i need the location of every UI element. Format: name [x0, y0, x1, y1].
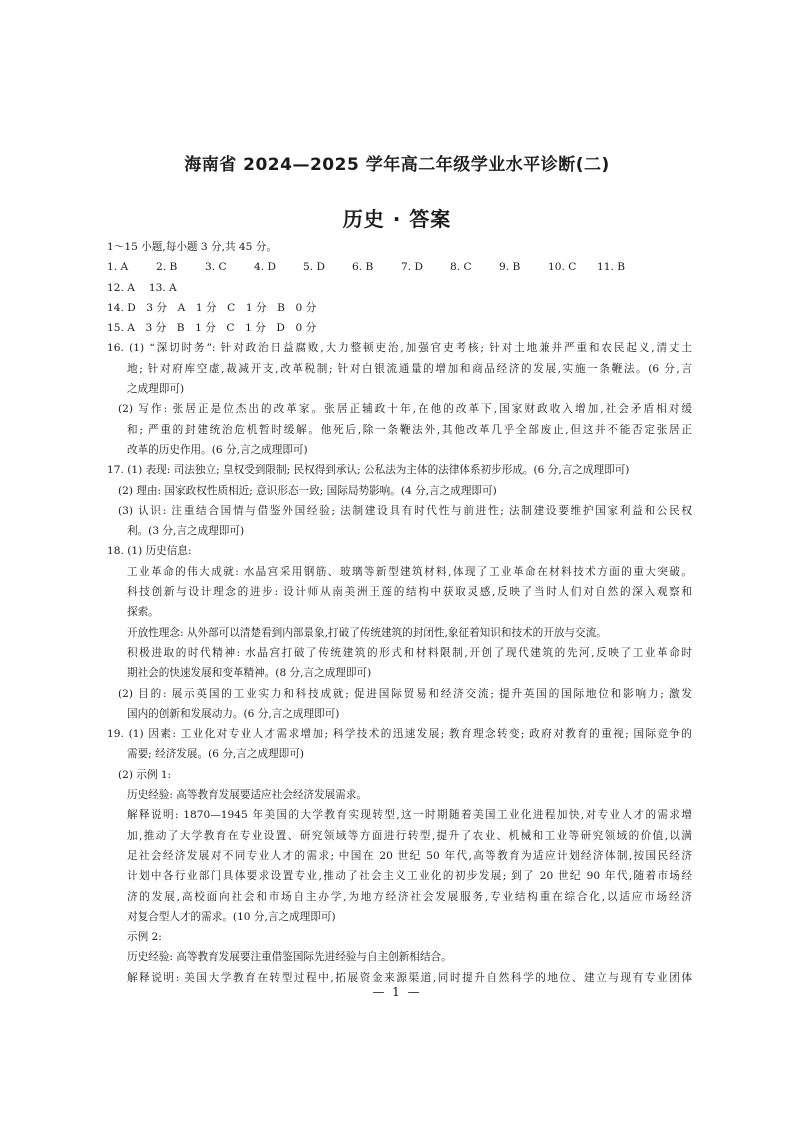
page-number: — 1 —: [372, 985, 422, 999]
answer-line: (2) 写作: 张居正是位杰出的改革家。张居正辅政十年,在他的改革下,国家财政收入增加,社会矛盾相对缓: [118, 403, 692, 416]
answer-line: 加,推动了大学教育在专业设置、研究领域等方面进行转型,提升了农业、机械和工业等研究领域的价值,以满: [127, 829, 692, 842]
answer-line: 期社会的快速发展和变革精神。(8 分,言之成理即可): [127, 667, 372, 680]
mc-answer: 7. D: [401, 261, 423, 274]
answer-line: (3) 认识: 注重结合国情与借鉴外国经验; 法制建设具有时代性与前进性; 法制建设要维护国家利益和公民权: [118, 504, 692, 517]
answer-line: 探索。: [127, 606, 159, 619]
answer-line: 济的发展,高校面向社会和市场自主办学,为地方经济社会发展服务,专业结构重在综合化,以适应市场经济: [127, 890, 692, 903]
mc-answer: 5. D: [303, 261, 325, 274]
mc-answer: 9. B: [499, 261, 521, 274]
answer-line: 改革的历史作用。(6 分,言之成理即可): [127, 443, 308, 456]
mc-answer: 1. A: [107, 261, 129, 274]
answer-line: (2) 目的: 展示英国的工业实力和科技成就; 促进国际贸易和经济交流; 提升英国的国际地位和影响力; 激发: [118, 687, 692, 700]
mc-answer: 11. B: [597, 261, 625, 274]
section-intro: 1～15 小题,每小题 3 分,共 45 分。: [107, 241, 277, 253]
answer-line: 解释说明: 美国大学教育在转型过程中,拓展资金来源渠道,同时提升自然科学的地位、建立与现有专业团体: [127, 971, 692, 984]
answer-line: 17. (1) 表现: 司法独立; 皇权受到限制; 民权得到承认; 公私法为主体的法律体系初步形成。(6 分,言之成理即可): [107, 464, 630, 477]
answer-line: 利。(3 分,言之成理即可): [127, 525, 245, 538]
mc-answer: 4. D: [254, 261, 276, 274]
answer-line: 16. (1) “深切时务”: 针对政治日益腐败,大力整顿吏治,加强官吏考核; 针对土地兼并严重和农民起义,清丈土: [107, 342, 692, 355]
mc-scoring-line: 14. D 3 分 A 1 分 C 1 分 B 0 分: [107, 301, 317, 314]
mc-answer: 8. C: [450, 261, 472, 274]
answer-line: 和; 严重的封建统治危机暂时缓解。他死后,除一条鞭法外,其他改革几乎全部废止,但这并不能否定张居正: [127, 423, 692, 436]
answer-line: 历史经验: 高等教育发展要注重借鉴国际先进经验与自主创新相结合。: [127, 951, 452, 964]
page-subtitle: 历史 · 答案: [342, 207, 452, 231]
answer-line: 工业革命的伟大成就: 水晶宫采用钢筋、玻璃等新型建筑材料,体现了工业革命在材料技术方面的重大突破。: [127, 565, 692, 578]
mc-answer: 6. B: [352, 261, 374, 274]
answer-line: 解释说明: 1870—1945 年美国的大学教育实现转型,这一时期随着美国工业化进程加快,对专业人才的需求增: [127, 809, 692, 822]
mc-scoring-line: 15. A 3 分 B 1 分 C 1 分 D 0 分: [107, 322, 317, 335]
answer-line: 地; 针对府库空虚,裁减开支,改革税制; 针对白银流通量的增加和商品经济的发展,实施一条鞭法。(6 分,言: [127, 362, 692, 375]
mc-answer: 10. C: [548, 261, 577, 274]
answer-line: 18. (1) 历史信息:: [107, 545, 192, 558]
answer-line: 足社会经济发展对不同专业人才的需求; 中国在 20 世纪 50 年代,高等教育为适应计划经济体制,按国民经济: [127, 849, 692, 862]
answer-line: 科技创新与设计理念的进步: 设计师从南美洲王莲的结构中获取灵感,反映了当时人们对自然的深入观察和: [127, 586, 692, 599]
answer-body: [107, 237, 692, 988]
answer-line: 国内的创新和发展动力。(6 分,言之成理即可): [127, 707, 340, 720]
answer-line: 计划中各行业部门具体要求设置专业,推动了社会主义工业化的初步发展; 到了 20 世纪 90 年代,随着市场经: [127, 870, 692, 883]
answer-line: 示例 2:: [127, 931, 162, 944]
answer-line: (2) 理由: 国家政权性质相近; 意识形态一致; 国际局势影响。(4 分,言之成理即可): [118, 484, 497, 497]
mc-answer: 3. C: [205, 261, 227, 274]
mc-answer-row: [107, 257, 692, 277]
answer-line: 开放性理念: 从外部可以清楚看到内部景象,打破了传统建筑的封闭性,象征着知识和技术的开放与交流。: [127, 626, 607, 639]
mc-answer-line: 12. A 13. A: [107, 281, 177, 294]
answer-line: 积极进取的时代精神: 水晶宫打破了传统建筑的形式和材料限制,开创了现代建筑的先河,反映了工业革命时: [127, 646, 692, 659]
answer-line: (2) 示例 1:: [118, 768, 172, 781]
answer-line: 对复合型人才的需求。(10 分,言之成理即可): [127, 910, 336, 923]
answer-line: 之成理即可): [127, 383, 185, 396]
answer-line: 历史经验: 高等教育发展要适应社会经济发展需求。: [127, 789, 367, 802]
answer-line: 19. (1) 因素: 工业化对专业人才需求增加; 科学技术的迅速发展; 教育理念转变; 政府对教育的重视; 国际竞争的: [107, 728, 692, 741]
answer-line: 需要; 经济发展。(6 分,言之成理即可): [127, 748, 304, 761]
mc-answer: 2. B: [156, 261, 178, 274]
page-title: 海南省 2024—2025 学年高二年级学业水平诊断(二): [184, 155, 610, 175]
